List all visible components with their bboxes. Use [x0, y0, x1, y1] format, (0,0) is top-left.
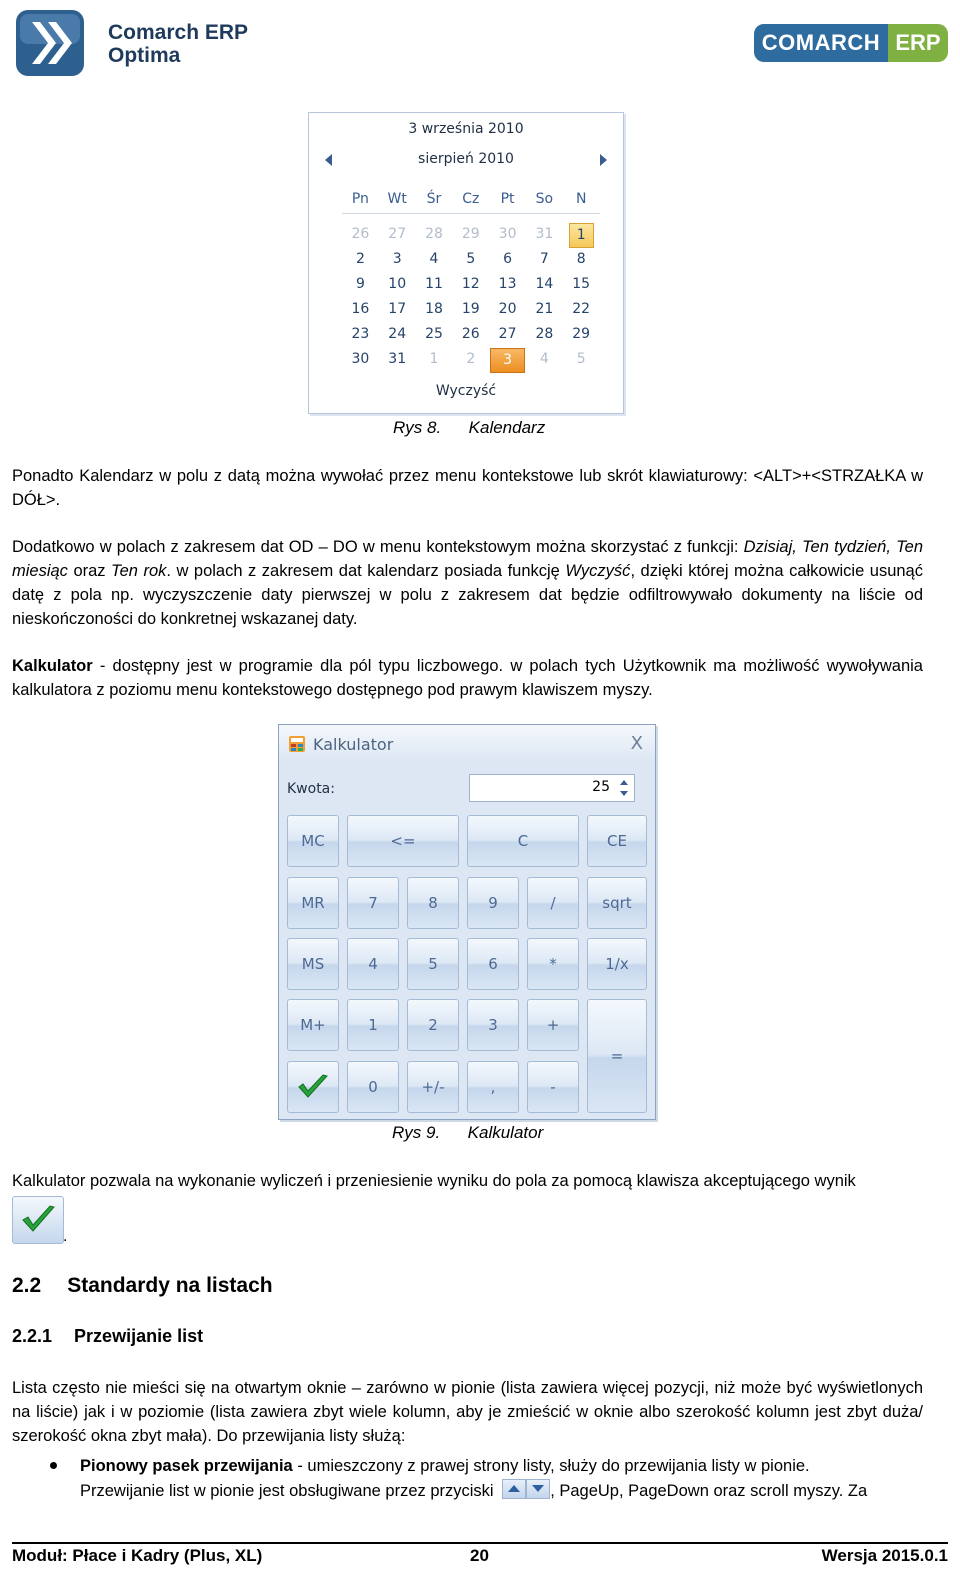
calendar-day[interactable]: 7: [539, 251, 549, 267]
amount-input[interactable]: [469, 774, 635, 802]
text-run-italic: Ten rok: [111, 562, 167, 580]
close-icon[interactable]: X: [630, 733, 643, 754]
footer-page-number: 20: [470, 1546, 489, 1565]
calendar-day[interactable]: 4: [539, 351, 549, 367]
calendar-day[interactable]: 1: [569, 223, 594, 248]
digit-6-button[interactable]: 6: [467, 938, 519, 990]
digit-3-button[interactable]: 3: [467, 999, 519, 1051]
calendar-day[interactable]: 4: [429, 251, 439, 267]
text-run: , dzięki której można całkowicie usunąć datę z pola np. wyczyszczenie daty pierwszej w polu z zakresem dat będzie odfiltrowywało dokumenty na liście od nieskończoności do konkretnej wskazanej daty.: [12, 562, 923, 628]
text-run: , PageUp, PageDown oraz scroll myszy. Za: [550, 1482, 868, 1500]
digit-0-button[interactable]: 0: [347, 1061, 399, 1113]
divide-button[interactable]: /: [527, 877, 579, 929]
calendar-day[interactable]: 10: [388, 276, 407, 292]
paragraph-calendar-shortcut: Ponadto Kalendarz w polu z datą można wywołać przez menu kontekstowe lub skrót klawiaturowy: <ALT>+<STRZAŁKA w DÓŁ>.: [12, 467, 923, 509]
calendar-day[interactable]: 25: [425, 326, 443, 342]
calendar-day[interactable]: 5: [466, 251, 476, 267]
accept-button[interactable]: [287, 1061, 339, 1113]
calendar-day[interactable]: 14: [535, 276, 554, 292]
digit-7-button[interactable]: 7: [347, 877, 399, 929]
calendar-day[interactable]: 8: [576, 251, 586, 267]
footer-version: Wersja 2015.0.1: [821, 1546, 948, 1565]
heading-text: Przewijanie list: [74, 1326, 204, 1346]
calendar-month-label[interactable]: sierpień 2010: [418, 151, 514, 167]
memory-add-button[interactable]: M+: [287, 999, 339, 1051]
weekday: Cz: [462, 191, 480, 207]
footer-divider: [12, 1542, 948, 1544]
calendar-day[interactable]: 24: [388, 326, 407, 342]
footer-module: Moduł: Płace i Kadry (Plus, XL): [12, 1546, 263, 1565]
clear-entry-button[interactable]: CE: [587, 815, 647, 867]
comarch-optima-logo: [14, 8, 254, 80]
bullet-icon: [50, 1462, 57, 1469]
calendar-day[interactable]: 6: [503, 251, 513, 267]
digit-8-button[interactable]: 8: [407, 877, 459, 929]
digit-4-button[interactable]: 4: [347, 938, 399, 990]
scroll-up-arrow-icon: [502, 1479, 526, 1499]
calendar-day[interactable]: 22: [572, 301, 591, 317]
calendar-day[interactable]: 17: [388, 301, 407, 317]
heading-text: Standardy na listach: [67, 1274, 273, 1297]
calendar-widget: [308, 112, 624, 414]
digit-2-button[interactable]: 2: [407, 999, 459, 1051]
calendar-day[interactable]: 27: [388, 226, 407, 242]
figure-caption-calendar: [393, 418, 545, 438]
caption-text: Kalkulator: [467, 1123, 544, 1142]
calendar-today-label[interactable]: 3 września 2010: [408, 121, 524, 137]
brand-name: COMARCH: [754, 24, 888, 62]
calendar-day[interactable]: 5: [576, 351, 586, 367]
figure-caption-calculator: [392, 1123, 543, 1143]
calculator-titlebar: [279, 725, 655, 763]
memory-clear-button[interactable]: MC: [287, 815, 339, 867]
calendar-day[interactable]: 21: [535, 301, 554, 317]
sqrt-button[interactable]: sqrt: [587, 877, 647, 929]
calculator-window: [278, 724, 656, 1120]
paragraph-calculator-accept: Kalkulator pozwala na wykonanie wyliczeń i przeniesienie wyniku do pola za pomocą klawisza akceptującego wynik: [12, 1172, 856, 1190]
sign-toggle-button[interactable]: +/-: [407, 1061, 459, 1113]
calendar-day[interactable]: 3: [490, 348, 525, 373]
calendar-day[interactable]: 30: [498, 226, 517, 242]
paragraph-list-scrolling: Lista często nie mieści się na otwartym oknie – zarówno w pionie (lista zawiera więcej pozycji, niż może być wyświetlonych na liście) jak i w poziomie (lista zawiera zbyt wiele kolumn, aby je zmieścić w oknie albo szerokość kolumn jest zbyt duża/ szerokość okna zbyt mała). Do przewijania listy służą:: [12, 1379, 923, 1445]
calendar-day[interactable]: 16: [351, 301, 370, 317]
spin-up-icon[interactable]: [620, 780, 628, 785]
weekday: Pn: [351, 191, 369, 207]
text-run-italic: Dzisiaj, Ten tydzień, Ten miesiąc: [12, 538, 923, 580]
calendar-weekday-header: [342, 191, 600, 207]
reciprocal-button[interactable]: 1/x: [587, 938, 647, 990]
calculator-app-icon: [289, 736, 305, 752]
calendar-day[interactable]: 15: [572, 276, 591, 292]
calendar-day[interactable]: 11: [425, 276, 443, 292]
memory-store-button[interactable]: MS: [287, 938, 339, 990]
bullet-vertical-scrollbar: [80, 1454, 923, 1478]
text-run: . w polach z zakresem dat kalendarz posiada funkcję: [166, 562, 566, 580]
calendar-day[interactable]: 30: [351, 351, 370, 367]
amount-value: 25: [592, 779, 610, 795]
spin-down-icon[interactable]: [620, 791, 628, 796]
text-run-bold: Kalkulator: [12, 657, 93, 675]
text-run-italic: Wyczyść: [565, 562, 631, 580]
optima-logo-icon: [14, 8, 86, 78]
calendar-day[interactable]: 31: [388, 351, 407, 367]
calendar-day[interactable]: 1: [429, 351, 439, 367]
section-heading-2-2: [12, 1274, 273, 1298]
minus-button[interactable]: -: [527, 1061, 579, 1113]
calendar-day[interactable]: 26: [351, 226, 370, 242]
text-run: oraz: [67, 562, 112, 580]
heading-number: 2.2: [12, 1274, 42, 1297]
calendar-day[interactable]: 3: [392, 251, 402, 267]
calendar-day[interactable]: 23: [351, 326, 370, 342]
calendar-day[interactable]: 29: [572, 326, 591, 342]
checkmark-icon: [13, 1197, 63, 1243]
next-month-arrow-icon[interactable]: [600, 154, 607, 166]
text-run: - dostępny jest w programie dla pól typu liczbowego. w polach tych Użytkownik ma możliwość wywoływania kalkulatora z poziomu menu kontekstowego dostępnego pod prawym klawiszem myszy.: [12, 657, 923, 699]
digit-1-button[interactable]: 1: [347, 999, 399, 1051]
calendar-day[interactable]: 9: [355, 276, 365, 292]
amount-label: Kwota:: [287, 781, 335, 797]
comarch-erp-logo: [754, 24, 948, 64]
weekday: So: [535, 191, 554, 207]
bullet-vertical-scrollbar-line2: [80, 1479, 923, 1503]
calendar-day[interactable]: 13: [498, 276, 517, 292]
caption-number: Rys 8.: [393, 418, 442, 437]
calculator-title: Kalkulator: [313, 735, 394, 754]
weekday: Pt: [500, 191, 515, 207]
text-run: Dodatkowo w polach z zakresem dat OD – DO w menu kontekstowym można skorzystać z funkcji:: [12, 538, 744, 556]
calendar-clear-button[interactable]: Wyczyść: [435, 383, 497, 399]
calendar-day[interactable]: 19: [461, 301, 480, 317]
clear-button[interactable]: C: [467, 815, 579, 867]
decimal-button[interactable]: ,: [467, 1061, 519, 1113]
calendar-day-grid: [342, 223, 600, 373]
text-run: - umieszczony z prawej strony listy, służy do przewijania listy w pionie.: [292, 1457, 810, 1475]
sentence-end: .: [63, 1228, 68, 1245]
paragraph-date-range: [12, 535, 923, 631]
calendar-day[interactable]: 29: [461, 226, 480, 242]
scroll-down-arrow-icon: [526, 1479, 550, 1499]
memory-recall-button[interactable]: MR: [287, 877, 339, 929]
calendar-day[interactable]: 2: [466, 351, 476, 367]
heading-number: 2.2.1: [12, 1326, 53, 1346]
calendar-day[interactable]: 31: [535, 226, 554, 242]
calendar-day[interactable]: 20: [498, 301, 517, 317]
calendar-day[interactable]: 28: [535, 326, 554, 342]
calendar-divider: [342, 213, 600, 214]
multiply-button[interactable]: *: [527, 938, 579, 990]
product-name-line2: Optima: [108, 44, 181, 67]
section-heading-2-2-1: [12, 1326, 203, 1347]
calendar-day[interactable]: 18: [425, 301, 443, 317]
digit-9-button[interactable]: 9: [467, 877, 519, 929]
paragraph-calculator-intro: [12, 654, 923, 702]
product-name-line1: Comarch ERP: [108, 21, 249, 44]
digit-5-button[interactable]: 5: [407, 938, 459, 990]
calendar-day[interactable]: 2: [355, 251, 365, 267]
equals-button[interactable]: =: [587, 999, 647, 1113]
calendar-day[interactable]: 26: [461, 326, 480, 342]
text-run: Przewijanie list w pionie jest obsługiwane przez przyciski: [80, 1482, 494, 1500]
caption-number: Rys 9.: [392, 1123, 441, 1142]
calendar-day[interactable]: 27: [498, 326, 517, 342]
backspace-button[interactable]: <=: [347, 815, 459, 867]
brand-suffix: ERP: [888, 24, 948, 62]
calendar-day[interactable]: 28: [425, 226, 443, 242]
calendar-day[interactable]: 12: [461, 276, 480, 292]
caption-text: Kalendarz: [468, 418, 546, 437]
plus-button[interactable]: +: [527, 999, 579, 1051]
text-run-bold: Pionowy pasek przewijania: [80, 1457, 293, 1475]
accept-button-illustration: [12, 1196, 64, 1244]
checkmark-icon: [296, 1072, 330, 1102]
weekday: Śr: [426, 191, 442, 207]
weekday: Wt: [387, 191, 407, 207]
weekday: N: [575, 191, 587, 207]
